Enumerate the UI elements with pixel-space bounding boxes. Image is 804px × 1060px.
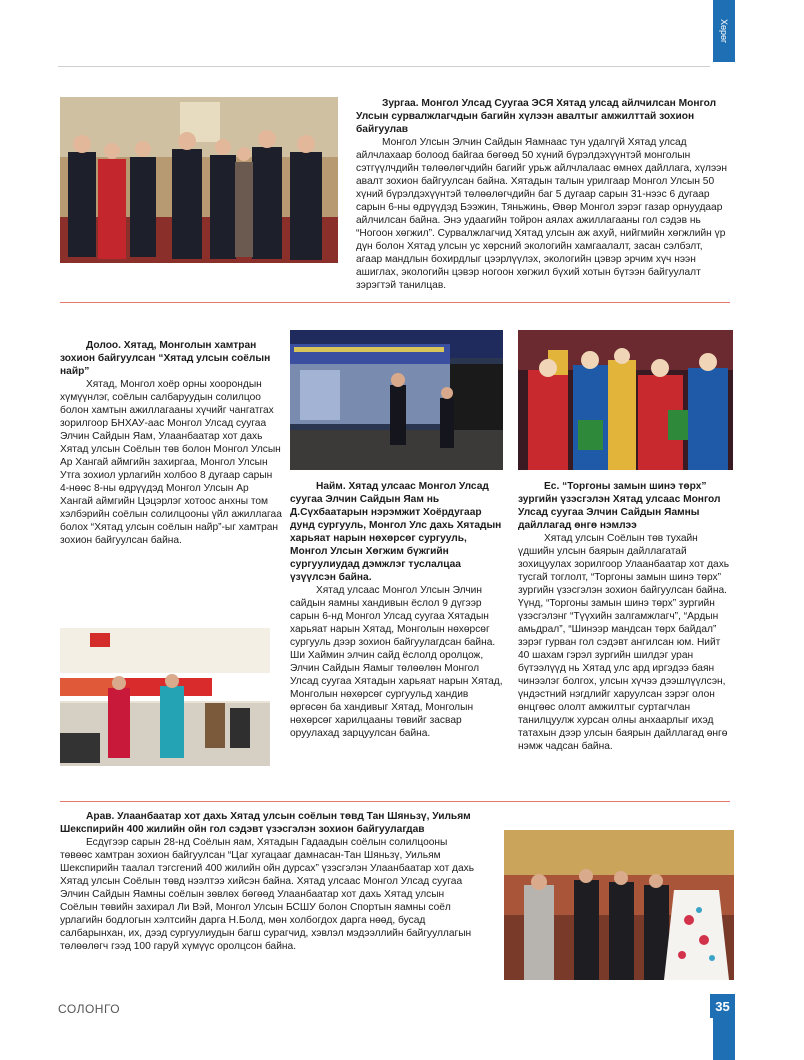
article-10-title: Арав. Улаанбаатар хот дахь Хятад улсын соёлын төвд Тан Шяньзү, Уильям Шекспирийн 400 жилийн ойн гол сэдэвт үзэсгэлэн зохион байгуулагдав — [60, 811, 471, 835]
page-number: 35 — [710, 994, 735, 1018]
exhibition-photo — [504, 830, 734, 980]
article-9-title: Ес. “Торгоны замын шинэ төрх” зургийн үзэсгэлэн Хятад улсаас Монгол Улсад суугаа Элчин Сайдын Яамны дайллагад өнгө нэмлээ — [518, 481, 721, 531]
article-8 — [290, 480, 505, 740]
article-10 — [60, 810, 478, 953]
article-7-title: Долоо. Хятад, Монголын хамтран зохион байгуулсан “Хятад улсын соёлын найр” — [60, 340, 271, 377]
delegation-photo — [60, 97, 338, 263]
article-9 — [518, 480, 734, 753]
article-6-body: Монгол Улсын Элчин Сайдын Яамнаас тун удалгүй Хятад улсад айлчлахаар болоод байгаа бөгөөд 50 хүний бүрэлдэхүүнтэй монголын сэтгүүлчдийн төлөөлөгчдийн багийг урьж айлчлалаас өмнөх дайллага, хүлээн авалт зохион байгуулсан байна. Хятадын талын урилгаар Монгол Улсын 50 хүний бүрэлдэхүүнтэй төлөөлөгчдийн баг 5 дугаар сарын 31-нээс 6 дугаар сарын 6-ны өдрүүдэд Бээжин, Тяньжинь, Өвөр Монгол зэрэг газар орнуудаар айлчилсан байна. Энэ удаагийн тойрон аялах ажиллагааны гол сэдэв нь “Ногоон хөгжил”. Сурвалжлагчид Хятад улсын аж ахуй, нийгмийн хөгжлийн үр дүн болон Хятад улсын ус хөрсний экологийн хамгаалалт, засан сэлбэлт, агаар мандлын бохирдлыг цээрлүүлэх, экологийн цэвэр эрчим хүч нээн ашиглах, экологийн цэвэр ногоон хөгжил бүхий хотын бүтээн байгуулалт зэрэгтэй танилцав. — [356, 137, 728, 291]
article-7-body: Хятад, Монгол хоёр орны хоорондын хүмүүнлэг, соёлын салбаруудын солилцоо болон хамтын ажиллагааны хүчийг чангатгах зорилгоор БНХАУ-аас Монгол Улсад суугаа Элчин Сайдын Яам, Улаанбаатар хот дахь Хятад улсын Соёлын төв болон Монгол Улсын Ар Хангай аймгийн захиргаа, Монгол Улсын Утга зохиол урлагийн холбоо 8 дугаар сарын 4-нөөс 8-ны өдрүүдэд Монгол Улсын Ар Хангай аймгийн Цэцэрлэг хотоос анхны том хэлбэрийн соёлын солилцооны үйл ажиллагаа болох “Хятад улсын соёлын найр”-ыг хамтран зохион байгуулсан байна. — [60, 379, 282, 546]
concert-photo — [290, 330, 503, 470]
divider-2 — [60, 801, 730, 802]
article-9-body: Хятад улсын Соёлын төв тухайн үдшийн улсын баярын дайллагатай зохицуулах зорилгоор Улаанбаатар хот дахь тусгай тоглолт, “Торгоны замын шинэ төрх” зургийн үзэсгэлэн зохион байгуулсан байна. Үүнд, “Торгоны замын шинэ төрх” зургийн үзэсгэлэнг “Түүхийн залгамжлагч”, “Ардын амьдрал”, “Шинээр мандсан төрх байдал” зэрэг гурван гол сэдэвт ангилсан юм. Нийт 40 шахам гэрэл зургийн шилдэг уран бүтээлүүд нь Хятад улс ард иргэдээ баян чинээлэг болгох, улсын хүчээ дээшлүүлсэн, үндэстний нэгдлийг харуулсан зэрэг олон өнцгөөс ололт амжилтыг суртагчлан танилцуулж хурсан олны анхаарлыг ихэд татахын дээр улсын баярын дайллагад өнгө нэмж чадсан байна. — [518, 533, 730, 752]
article-7 — [60, 339, 282, 547]
divider-1 — [60, 302, 730, 303]
article-6 — [356, 97, 730, 292]
article-8-title: Найм. Хятад улсаас Монгол Улсад суугаа Элчин Сайдын Яам нь Д.Сүхбаатарын нэрэмжит Хоёрдугаар дунд сургууль, Монгол Улс дахь Хятадын харьяат нарын нөхөрсөг сургууль, Монгол Улсын Хөгжим бүжгийн сургуулиудад дэмжлэг туслалцаа үзүүлсэн байна. — [290, 481, 502, 583]
side-bar — [713, 1018, 735, 1060]
article-10-body: Есдүгээр сарын 28-нд Соёлын яам, Хятадын Гадаадын соёлын солилцооны төвөөс хамтран зохион байгуулсан “Цаг хугацааг дамнасан-Тан Шяньзү, Уильям Шекспирийн таалал тэгсгений 400 жилийн ойн дурсах” үзэсгэлэн Улаанбаатар хот дахь Хятад улсын Соёлын төвд нээлтээ хийсэн байна. Хятад улсаас Монгол Улсад суугаа Элчин Сайдын Яамны соёлын зөвлөх бөгөөд Улаанбаатар хот дахь Хятад улсын Соёлын төвийн захирал Ли Вэй, Монгол Улсын БСШУ болон Спортын яамны соёл урлагийн бодлогын хэлтсийн дарга Н.Болд, мөн холбогдох дарга нөөд, бусад салбарынхан, их, дээд сургуулиудын багш сурагчид, хэвлэл мэдээллийн байгууллагын төлөөлөгч гээд 100 гаруй хүмүүс оролцсон байна. — [60, 837, 475, 952]
section-tab: Хөрөг — [713, 0, 735, 62]
culture-festival-photo — [60, 628, 270, 766]
article-8-body: Хятад улсаас Монгол Улсын Элчин сайдын яамны хандивын ёслол 9 дүгээр сарын 6-нд Монгол Улсад суугаа Хятадын харьяат нарын Хятад, Монголын нөхөрсөг сургууль дээр зохион байгуулагдсан байна. Ши Хаймин элчин сайд ёслолд оролцож, Элчин Сайдын Яамыг төлөөлөн Монгол Улсад суугаа Хятадын харьяат нарын Хятад, Монголын нөхөрсөг сургуульд хандив өргөсөн ба хандивыг Хятад, Монголын нөхөрсөг харилцааны төвийг засвар оруулахад зарцуулсан байна. — [290, 585, 503, 739]
header-rule — [58, 66, 710, 67]
article-6-title: Зургаа. Монгол Улсад Суугаа ЭСЯ Хятад улсад айлчилсан Монгол Улсын сурвалжлагчдын багийн хүлээн авалтыг амжилттай зохион байгуулав — [356, 98, 717, 135]
magazine-name: СОЛОНГО — [58, 1002, 121, 1016]
opera-photo — [518, 330, 733, 470]
